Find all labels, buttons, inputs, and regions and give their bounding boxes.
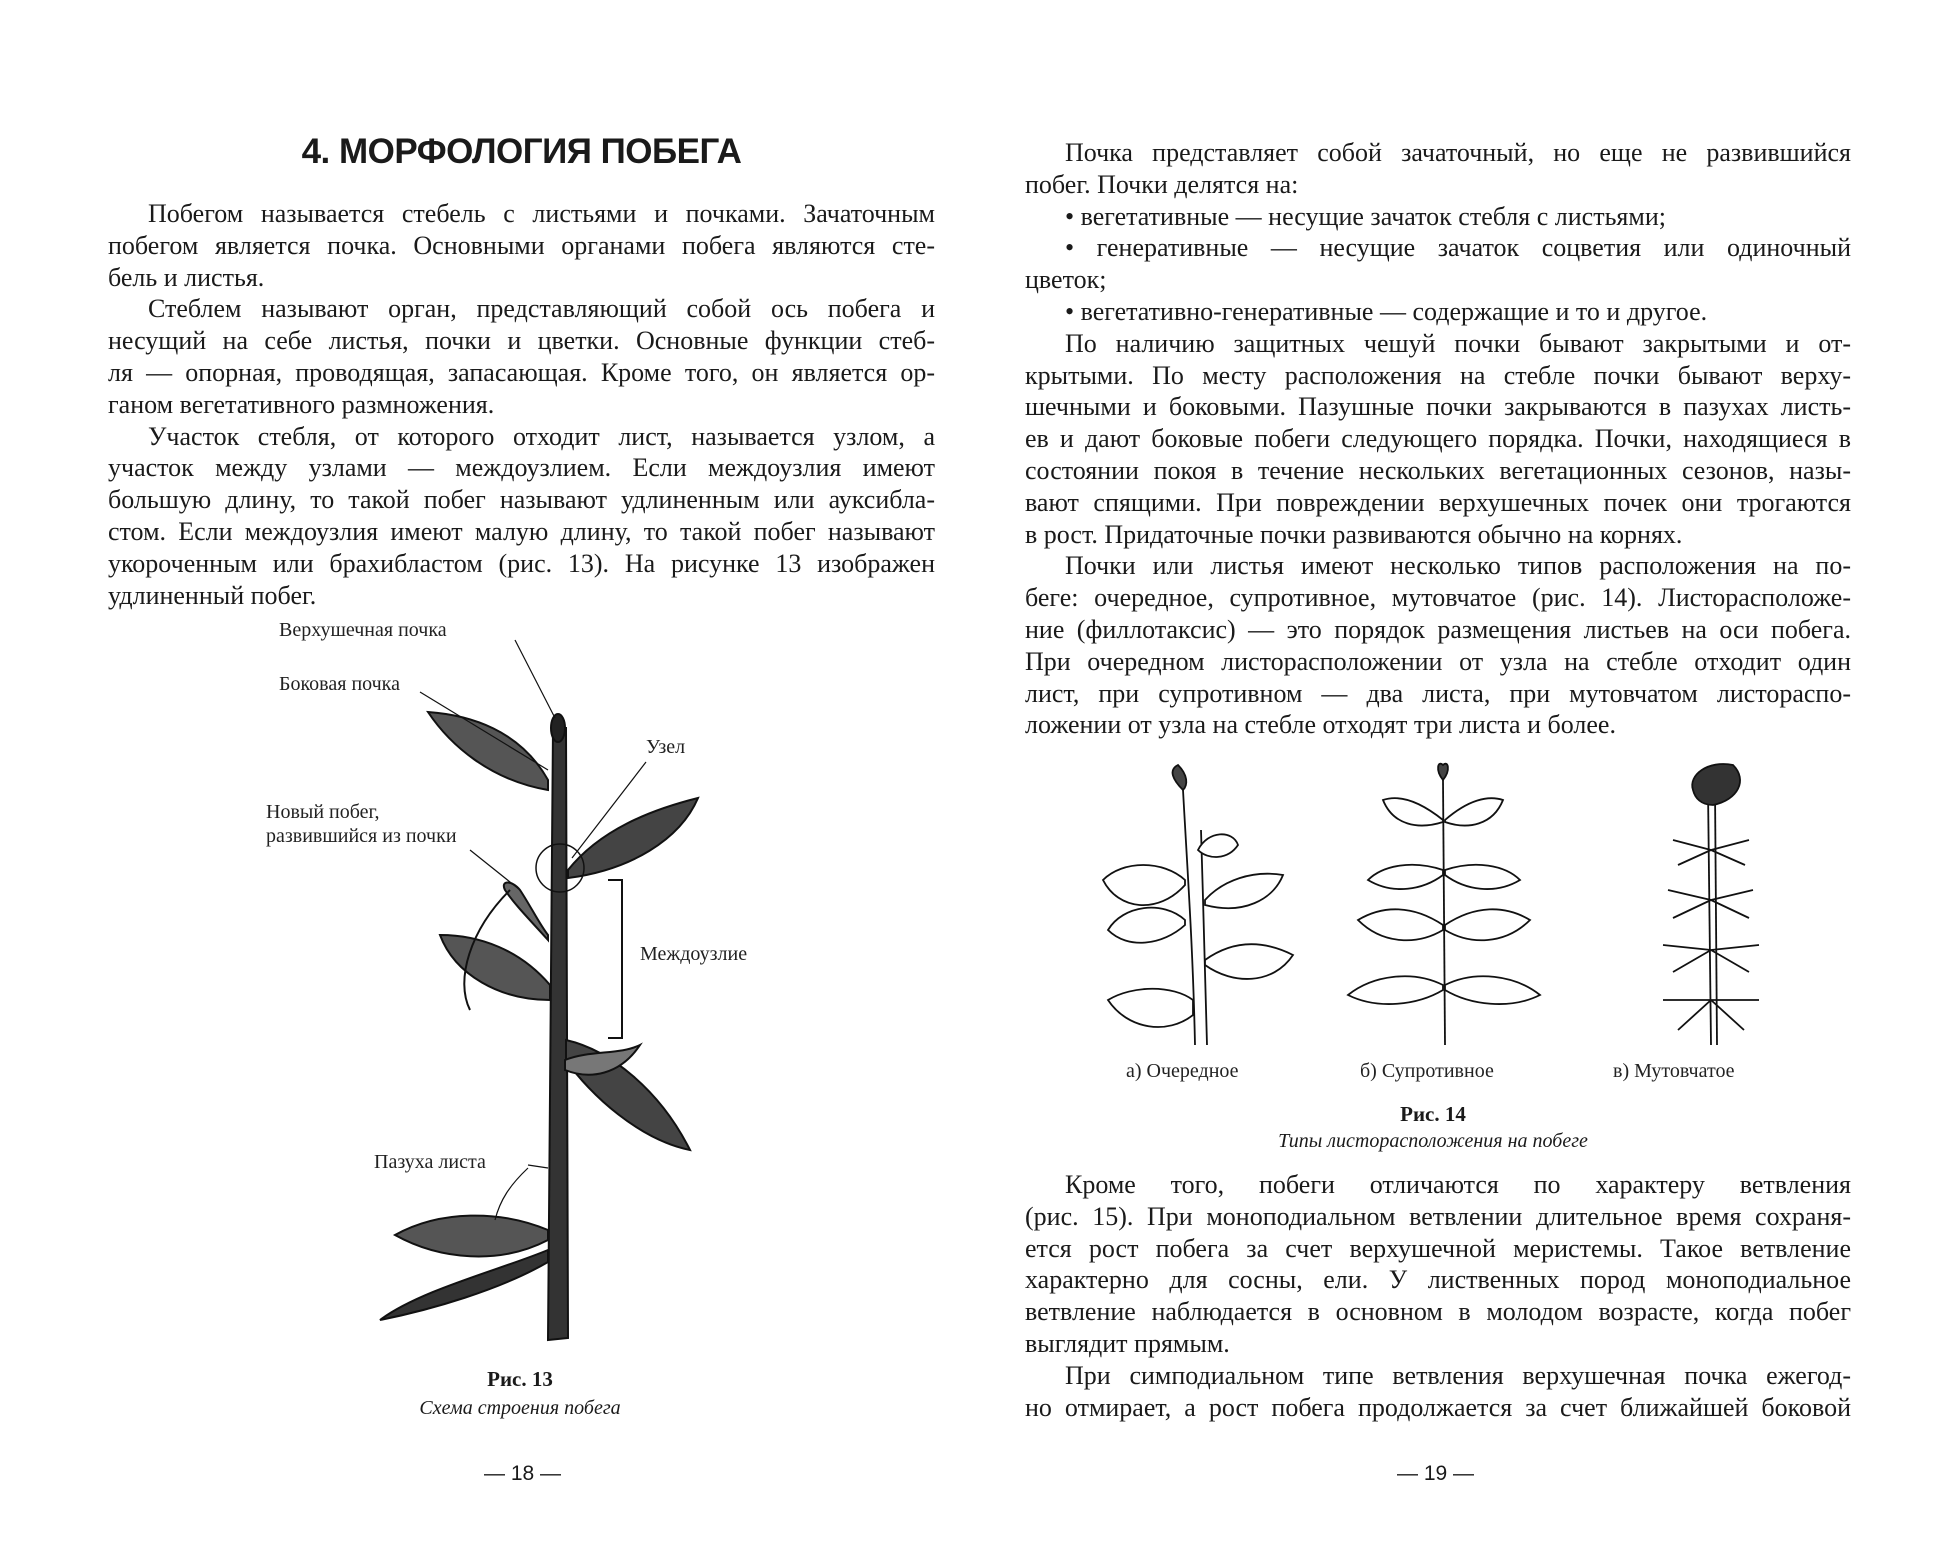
text-line: участок между узлами — междоузлием. Если междоузлия имеют bbox=[108, 453, 935, 483]
text-line: Кроме того, побеги отличаются по характеру ветвления bbox=[1065, 1170, 1851, 1199]
text-line: ев и дают боковые побеги следующего порядка. Почки, находящиеся в bbox=[1025, 424, 1851, 454]
text-line: выглядит прямым. bbox=[1025, 1328, 1230, 1358]
text-line: несущий на себе листья, почки и цветки. Основные функции стеб- bbox=[108, 326, 935, 356]
text-line: побег. Почки делятся на: bbox=[1025, 169, 1299, 199]
text-line: стом. Если междоузлия имеют малую длину, то такой побег называют bbox=[108, 516, 935, 546]
text-line: Почка представляет собой зачаточный, но еще не развившийся bbox=[1065, 138, 1851, 167]
text-line: • генеративные — несущие зачаток соцветия или одиночный bbox=[1065, 233, 1851, 263]
text-line: бель и листья. bbox=[108, 262, 265, 292]
text-line: Участок стебля, от которого отходит лист, называется узлом, а bbox=[148, 421, 935, 451]
page-number-18: — 18 — bbox=[484, 1462, 562, 1485]
apical-bud bbox=[551, 714, 565, 742]
label-apical-bud: Верхушечная почка bbox=[279, 619, 447, 641]
chapter-title: 4. МОРФОЛОГИЯ ПОБЕГА bbox=[301, 132, 742, 171]
label-alternate: а) Очередное bbox=[1126, 1060, 1239, 1082]
right-body-text-bottom bbox=[1025, 1169, 1851, 1423]
figure-14-caption: Типы листорасположения на побеге bbox=[1278, 1130, 1588, 1152]
label-lateral-bud: Боковая почка bbox=[279, 673, 400, 695]
alternate-plant bbox=[1103, 765, 1293, 1045]
text-line: ветвление наблюдается в основном в молодом возрасте, когда побег bbox=[1025, 1297, 1851, 1327]
text-line: ганом вегетативного размножения. bbox=[108, 389, 495, 419]
text-line: При очередном листорасположении от узла на стебле отходит один bbox=[1025, 646, 1851, 676]
text-line: крытыми. По месту расположения на стебле почки бывают верху- bbox=[1025, 360, 1851, 390]
text-line: шечными и боковыми. Пазушные почки закрываются в пазухах листь- bbox=[1025, 392, 1851, 422]
label-node: Узел bbox=[646, 736, 686, 758]
figure-14-number: Рис. 14 bbox=[1400, 1102, 1466, 1126]
text-line: вают спящими. При повреждении верхушечных почек они трогаются bbox=[1025, 487, 1851, 517]
whorled-plant bbox=[1663, 764, 1759, 1045]
text-line: состоянии покоя в течение нескольких вегетационных сезонов, назы- bbox=[1025, 455, 1851, 485]
leaf bbox=[428, 712, 548, 790]
opposite-plant bbox=[1348, 764, 1540, 1045]
label-whorled: в) Мутовчатое bbox=[1613, 1060, 1735, 1082]
label-internode: Междоузлие bbox=[640, 943, 748, 965]
internode-bracket bbox=[608, 880, 622, 1038]
text-line: Побегом называется стебель с листьями и почками. Зачаточным bbox=[148, 199, 935, 228]
text-line: большую длину, то такой побег называют удлиненным или ауксибла- bbox=[108, 485, 935, 515]
text-line: лист, при супротивном — два листа, при мутовчатом листораспо- bbox=[1025, 678, 1851, 708]
text-line: При симподиальном типе ветвления верхушечная почка ежегод- bbox=[1065, 1360, 1851, 1390]
text-line: удлиненный побег. bbox=[108, 580, 317, 610]
figure-13-number: Рис. 13 bbox=[487, 1367, 553, 1391]
text-line: но отмирает, а рост побега продолжается за счет ближайшей боковой bbox=[1025, 1392, 1851, 1422]
page-number-19: — 19 — bbox=[1397, 1462, 1475, 1485]
text-line: По наличию защитных чешуй почки бывают закрытыми и от- bbox=[1065, 328, 1851, 358]
new-shoot bbox=[504, 883, 548, 941]
text-line: ля — опорная, проводящая, запасающая. Кроме того, он является ор- bbox=[108, 357, 935, 387]
text-line: характерно для сосны, ели. У лиственных пород моноподиальное bbox=[1025, 1265, 1851, 1295]
text-line: укороченным или брахибластом (рис. 13). На рисунке 13 изображен bbox=[108, 548, 935, 578]
label-new-shoot-1: Новый побег, bbox=[266, 801, 380, 823]
page-19 bbox=[973, 0, 1946, 1564]
text-line: побегом является почка. Основными органами побега являются сте- bbox=[108, 230, 935, 260]
text-line: в рост. Придаточные почки развиваются обычно на корнях. bbox=[1025, 519, 1683, 549]
label-leaf-axil: Пазуха листа bbox=[374, 1151, 486, 1173]
text-line: • вегетативно-генеративные — содержащие и то и другое. bbox=[1065, 296, 1708, 326]
text-line: ложении от узла на стебле отходят три листа и более. bbox=[1025, 710, 1616, 740]
text-line: ние (филлотаксис) — это порядок размещения листьев на оси побега. bbox=[1025, 614, 1851, 644]
label-opposite: б) Супротивное bbox=[1360, 1060, 1494, 1082]
text-line: ется рост побега за счет верхушечной меристемы. Такое ветвление bbox=[1025, 1233, 1851, 1263]
leaf bbox=[440, 935, 550, 1000]
leaf bbox=[395, 1216, 548, 1257]
label-new-shoot-2: развившийся из почки bbox=[266, 825, 457, 847]
leaf bbox=[380, 1250, 548, 1320]
text-line: беге: очередное, супротивное, мутовчатое (рис. 14). Листорасположе- bbox=[1025, 583, 1851, 613]
text-line: Стеблем называют орган, представляющий собой ось побега и bbox=[148, 294, 935, 324]
text-line: цветок; bbox=[1025, 265, 1107, 295]
figure-13-caption: Схема строения побега bbox=[419, 1397, 621, 1419]
text-line: (рис. 15). При моноподиальном ветвлении длительное время сохраня- bbox=[1025, 1201, 1851, 1231]
text-line: • вегетативные — несущие зачаток стебля с листьями; bbox=[1065, 201, 1666, 231]
text-line: Почки или листья имеют несколько типов расположения на по- bbox=[1065, 551, 1851, 581]
stem bbox=[548, 728, 568, 1340]
